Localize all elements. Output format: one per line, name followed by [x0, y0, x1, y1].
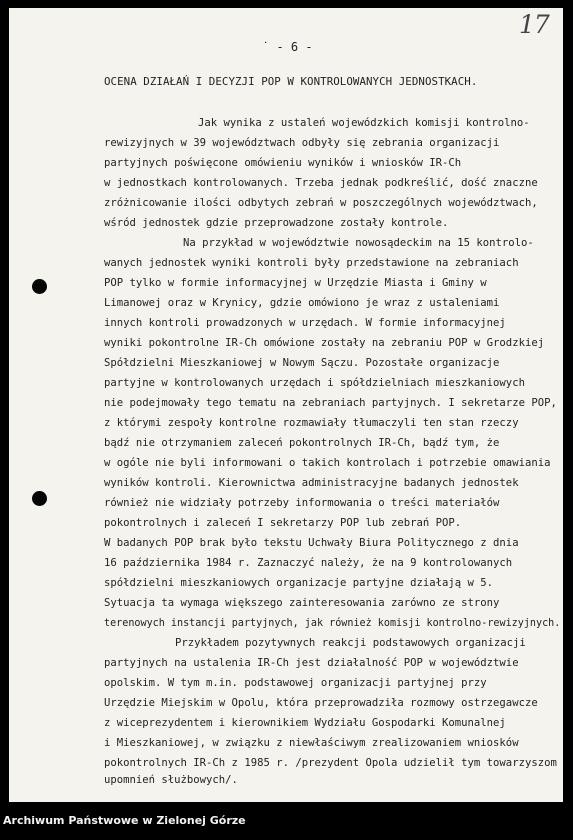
punch-hole	[32, 491, 47, 506]
text-line: wśród jednostek gdzie przeprowadzone zostały kontrole.	[104, 217, 449, 229]
text-line: upomnień służbowych/.	[104, 774, 238, 786]
text-line: 16 października 1984 r. Zaznaczyć należy, że na 9 kontrolowanych	[104, 557, 513, 569]
text-line: Na przykład w województwie nowosądeckim na 15 kontrolo-	[183, 237, 534, 249]
text-line: opolskim. W tym m.in. podstawowej organizacji partyjnej przy	[104, 677, 487, 689]
text-line: bądź nie otrzymaniem zaleceń pokontrolnych IR-Ch, bądź tym, że	[104, 437, 500, 449]
text-line: w jednostkach kontrolowanych. Trzeba jednak podkreślić, dość znaczne	[104, 177, 538, 189]
text-line: również nie widziały potrzeby informowania o treści materiałów	[104, 497, 500, 509]
text-line: rewizyjnych w 39 województwach odbyły się zebrania organizacji	[104, 137, 500, 149]
punch-hole	[32, 279, 47, 294]
text-line: wanych jednostek wyniki kontroli były przedstawione na zebraniach	[104, 257, 519, 269]
text-line: Limanowej oraz w Krynicy, gdzie omówiono je wraz z ustaleniami	[104, 297, 500, 309]
text-line: partyjnych poświęcone omówieniu wyników i wniosków IR-Ch	[104, 157, 462, 169]
text-line: Przykładem pozytywnych reakcji podstawowych organizacji	[175, 637, 526, 649]
text-line: nie podejmowały tego tematu na zebraniach partyjnych. I sekretarze POP,	[104, 397, 557, 409]
text-line: z wiceprezydentem i kierownikiem Wydziału Gospodarki Komunalnej	[104, 717, 506, 729]
text-line: Urzędzie Miejskim w Opolu, która przeprowadziła rozmowy ostrzegawcze	[104, 697, 538, 709]
text-line: pokontrolnych IR-Ch z 1985 r. /prezydent Opola udzielił tym towarzyszom	[104, 757, 557, 769]
text-line: Jak wynika z ustaleń wojewódzkich komisji kontrolno-	[198, 117, 530, 129]
text-line: i Mieszkaniowej, w związku z niewłaściwym zrealizowaniem wniosków	[104, 737, 519, 749]
handwritten-page-number: 17	[519, 10, 549, 39]
text-line: spółdzielni mieszkaniowych organizacje partyjne działają w 5.	[104, 577, 494, 589]
text-line: Sytuacja ta wymaga większego zainteresowania zarówno ze strony	[104, 597, 500, 609]
text-line: W badanych POP brak było tekstu Uchwały Biura Politycznego z dnia	[104, 537, 519, 549]
text-line: zróżnicowanie ilości odbytych zebrań w poszczególnych województwach,	[104, 197, 538, 209]
text-line: pokontrolnych i zaleceń I sekretarzy POP lub zebrań POP.	[104, 517, 462, 529]
text-line: POP tylko w formie informacyjnej w Urzędzie Miasta i Gminy w	[104, 277, 487, 289]
page-number: ˙ - 6 -	[262, 40, 313, 54]
text-line: wyników kontroli. Kierownictwa administracyjne badanych jednostek	[104, 477, 519, 489]
text-line: w ogóle nie byli informowani o takich kontrolach i potrzebie omawiania	[104, 457, 551, 469]
archive-footer: Archiwum Państwowe w Zielonej Górze	[3, 814, 246, 827]
text-line: terenowych instancji partyjnych, jak również komisji kontrolno-rewizyjnych.	[104, 617, 561, 629]
text-line: partyjne w kontrolowanych urzędach i spółdzielniach mieszkaniowych	[104, 377, 525, 389]
text-line: Spółdzielni Mieszkaniowej w Nowym Sączu. Pozostałe organizacje	[104, 357, 500, 369]
text-line: innych kontroli prowadzonych w urzędach. W formie informacyjnej	[104, 317, 506, 329]
text-line: partyjnych na ustalenia IR-Ch jest działalność POP w województwie	[104, 657, 519, 669]
text-line: z którymi zespoły kontrolne rozmawiały tłumaczyli ten stan rzeczy	[104, 417, 519, 429]
section-title: OCENA DZIAŁAŃ I DECYZJI POP W KONTROLOWANYCH JEDNOSTKACH.	[104, 75, 478, 88]
text-line: wyniki pokontrolne IR-Ch omówione zostały na zebraniu POP w Grodzkiej	[104, 337, 545, 349]
